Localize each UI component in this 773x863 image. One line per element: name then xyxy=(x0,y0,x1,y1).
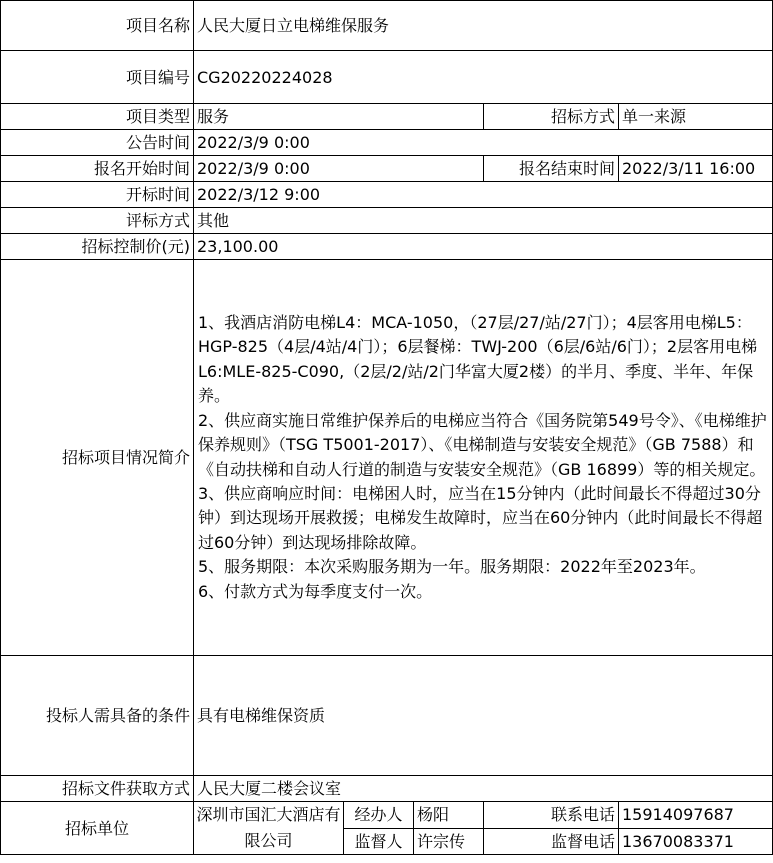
row-project-type xyxy=(1,104,773,130)
row-project-no xyxy=(1,51,773,104)
reg-start-value: 2022/3/9 0:00 xyxy=(194,156,484,182)
project-type-value: 服务 xyxy=(194,104,484,130)
announce-time-value: 2022/3/9 0:00 xyxy=(194,130,773,156)
row-doc-access xyxy=(1,776,773,802)
bidder-unit-value: 深圳市国汇大酒店有限公司 xyxy=(194,802,344,855)
row-requirements xyxy=(1,656,773,776)
row-eval-method xyxy=(1,208,773,234)
reg-end-value: 2022/3/11 16:00 xyxy=(619,156,773,182)
row-project-name xyxy=(1,1,773,51)
overview-label: 招标项目情况简介 xyxy=(1,260,194,656)
row-overview xyxy=(1,260,773,656)
supervise-phone-label: 监督电话 xyxy=(484,828,619,855)
open-time-label: 开标时间 xyxy=(1,182,194,208)
eval-method-value: 其他 xyxy=(194,208,773,234)
announce-time-label: 公告时间 xyxy=(1,130,194,156)
control-price-value: 23,100.00 xyxy=(194,234,773,260)
row-announce-time xyxy=(1,130,773,156)
bid-method-label: 招标方式 xyxy=(484,104,619,130)
handler-value: 杨阳 xyxy=(414,802,484,829)
overview-item-5: 5、服务期限：本次采购服务期为一年。服务期限：2022年至2023年。 xyxy=(198,557,706,577)
project-name-value: 人民大厦日立电梯维保服务 xyxy=(194,1,773,51)
reg-start-label: 报名开始时间 xyxy=(1,156,194,182)
row-open-time xyxy=(1,182,773,208)
supervisor-label: 监督人 xyxy=(344,828,414,855)
doc-access-value: 人民大厦二楼会议室 xyxy=(194,776,773,802)
overview-item-1: 1、我酒店消防电梯L4：MCA-1050，（27层/27/站/27门）；4层客用电梯L5：HGP-825（4层/4站/4门）；6层餐梯：TWJ-200（6层/6站/6门）；2层客用电梯L6:MLE-825-C090,（2层/2/站/2门华富大厦2楼）的半月、季度、半年、年保养。 xyxy=(198,313,758,406)
open-time-value: 2022/3/12 9:00 xyxy=(194,182,773,208)
bidder-unit-label: 招标单位 xyxy=(1,802,194,855)
supervise-phone-value: 13670083371 xyxy=(619,828,773,855)
row-control-price xyxy=(1,234,773,260)
contact-phone-label: 联系电话 xyxy=(484,802,619,829)
requirements-value: 具有电梯维保资质 xyxy=(194,656,773,776)
project-name-label: 项目名称 xyxy=(1,1,194,51)
overview-value xyxy=(194,260,773,656)
control-price-label: 招标控制价(元) xyxy=(1,234,194,260)
eval-method-label: 评标方式 xyxy=(1,208,194,234)
handler-label: 经办人 xyxy=(344,802,414,829)
requirements-label: 投标人需具备的条件 xyxy=(1,656,194,776)
contact-phone-value: 15914097687 xyxy=(619,802,773,829)
overview-item-2: 2、供应商实施日常维护保养后的电梯应当符合《国务院第549号令》、《电梯维护保养规则》（TSG T5001-2017）、《电梯制造与安装安全规范》（GB 7588）和《自动扶梯和自动人行道的制造与安装安全规范》（GB 16899）等的相关规定。 xyxy=(198,410,767,479)
row-registration xyxy=(1,156,773,182)
overview-item-3: 3、供应商响应时间：电梯困人时，应当在15分钟内（此时间最长不得超过30分钟）到达现场开展救援；电梯发生故障时，应当在60分钟内（此时间最长不得超过60分钟）到达现场排除故障。 xyxy=(198,483,763,552)
project-type-label: 项目类型 xyxy=(1,104,194,130)
supervisor-value: 许宗传 xyxy=(414,828,484,855)
project-no-value: CG20220224028 xyxy=(194,51,773,104)
doc-access-label: 招标文件获取方式 xyxy=(1,776,194,802)
bid-method-value: 单一来源 xyxy=(619,104,773,130)
overview-item-6: 6、付款方式为每季度支付一次。 xyxy=(198,581,433,601)
project-no-label: 项目编号 xyxy=(1,51,194,104)
row-bidder-unit-1 xyxy=(1,802,773,829)
reg-end-label: 报名结束时间 xyxy=(484,156,619,182)
